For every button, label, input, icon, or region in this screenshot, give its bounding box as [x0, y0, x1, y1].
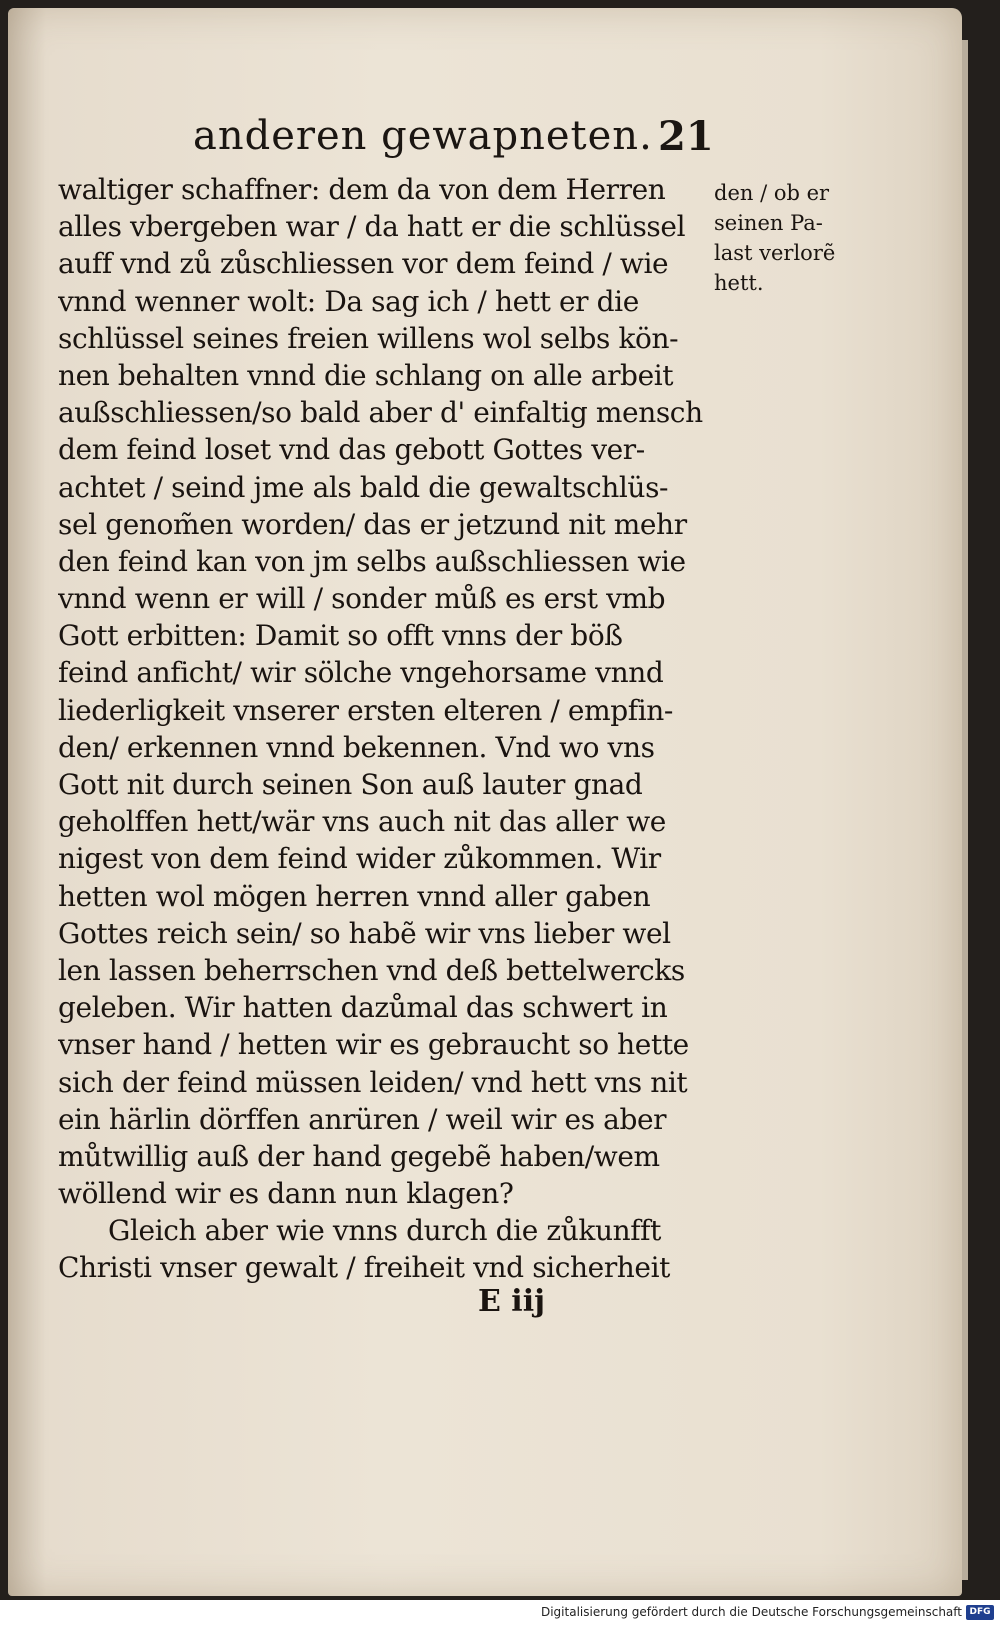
marginal-note-line: hett.	[714, 271, 764, 295]
text-line: vnnd wenner wolt: Da sag ich / hett er die	[58, 284, 639, 318]
footer-bar	[0, 1600, 1000, 1626]
text-line: wöllend wir es dann nun klagen?	[58, 1177, 514, 1211]
text-line: den/ erkennen vnnd bekennen. Vnd wo vns	[58, 730, 655, 764]
text-line: außschliessen/so bald aber d' einfaltig mensch	[58, 396, 703, 430]
text-line: vnnd wenn er will / sonder můß es erst vmb	[58, 582, 666, 616]
text-line: liederligkeit vnserer ersten elteren / empfin-	[58, 693, 673, 727]
text-line: den feind kan von jm selbs außschliessen wie	[58, 544, 686, 578]
text-line: sich der feind müssen leiden/ vnd hett vns nit	[58, 1065, 688, 1099]
text-line: nen behalten vnnd die schlang on alle arbeit	[58, 358, 674, 392]
dfg-logo: DFG	[966, 1605, 994, 1620]
signature-mark: E iij	[478, 1284, 545, 1319]
marginal-note	[714, 178, 864, 298]
funding-notice: Digitalisierung gefördert durch die Deutsche Forschungsgemeinschaft	[540, 1605, 962, 1619]
text-line: schlüssel seines freien willens wol selbs kön-	[58, 321, 679, 355]
marginal-note-line: last verlorẽ	[714, 241, 836, 265]
text-line: len lassen beherrschen vnd deß bettelwercks	[58, 953, 685, 987]
text-line: alles vbergeben war / da hatt er die schlüssel	[58, 210, 686, 244]
text-line: Gottes reich sein/ so habẽ wir vns lieber wel	[58, 916, 671, 950]
text-line: feind anficht/ wir sölche vngehorsame vnnd	[58, 656, 664, 690]
text-line: geleben. Wir hatten dazůmal das schwert in	[58, 991, 668, 1025]
text-line: ein härlin dörffen anrüren / weil wir es aber	[58, 1102, 667, 1136]
text-line: nigest von dem feind wider zůkommen. Wir	[58, 842, 661, 876]
folio-number: 21	[658, 113, 714, 160]
text-line: Gott nit durch seinen Son auß lauter gnad	[58, 768, 643, 801]
text-line: achtet / seind jme als bald die gewaltschlüs-	[58, 470, 669, 504]
page-fore-edge	[962, 40, 968, 1580]
text-line: můtwillig auß der hand gegebẽ haben/wem	[58, 1139, 660, 1173]
text-line: sel genom̃en worden/ das er jetzund nit mehr	[58, 507, 687, 541]
marginal-note-line: den / ob er	[714, 181, 830, 205]
text-line: Gleich aber wie vnns durch die zůkunfft	[108, 1214, 661, 1248]
text-line: vnser hand / hetten wir es gebraucht so hette	[58, 1028, 689, 1062]
text-line: auff vnd zů zůschliessen vor dem feind / wie	[58, 247, 669, 281]
text-line: Gott erbitten: Damit so offt vnns der böß	[58, 619, 623, 653]
text-line: geholffen hett/wär vns auch nit das aller we	[58, 805, 666, 839]
text-line: Christi vnser gewalt / freiheit vnd sicherheit	[58, 1251, 671, 1285]
text-line: dem feind loset vnd das gebott Gottes ver-	[58, 433, 645, 467]
running-head	[8, 113, 962, 173]
text-line: waltiger schaffner: dem da von dem Herren	[58, 173, 666, 206]
body-text	[58, 171, 708, 1287]
running-head-title: anderen gewapneten.	[193, 113, 653, 159]
book-page	[8, 8, 962, 1596]
marginal-note-line: seinen Pa-	[714, 211, 823, 235]
text-line: hetten wol mögen herren vnnd aller gaben	[58, 879, 651, 913]
